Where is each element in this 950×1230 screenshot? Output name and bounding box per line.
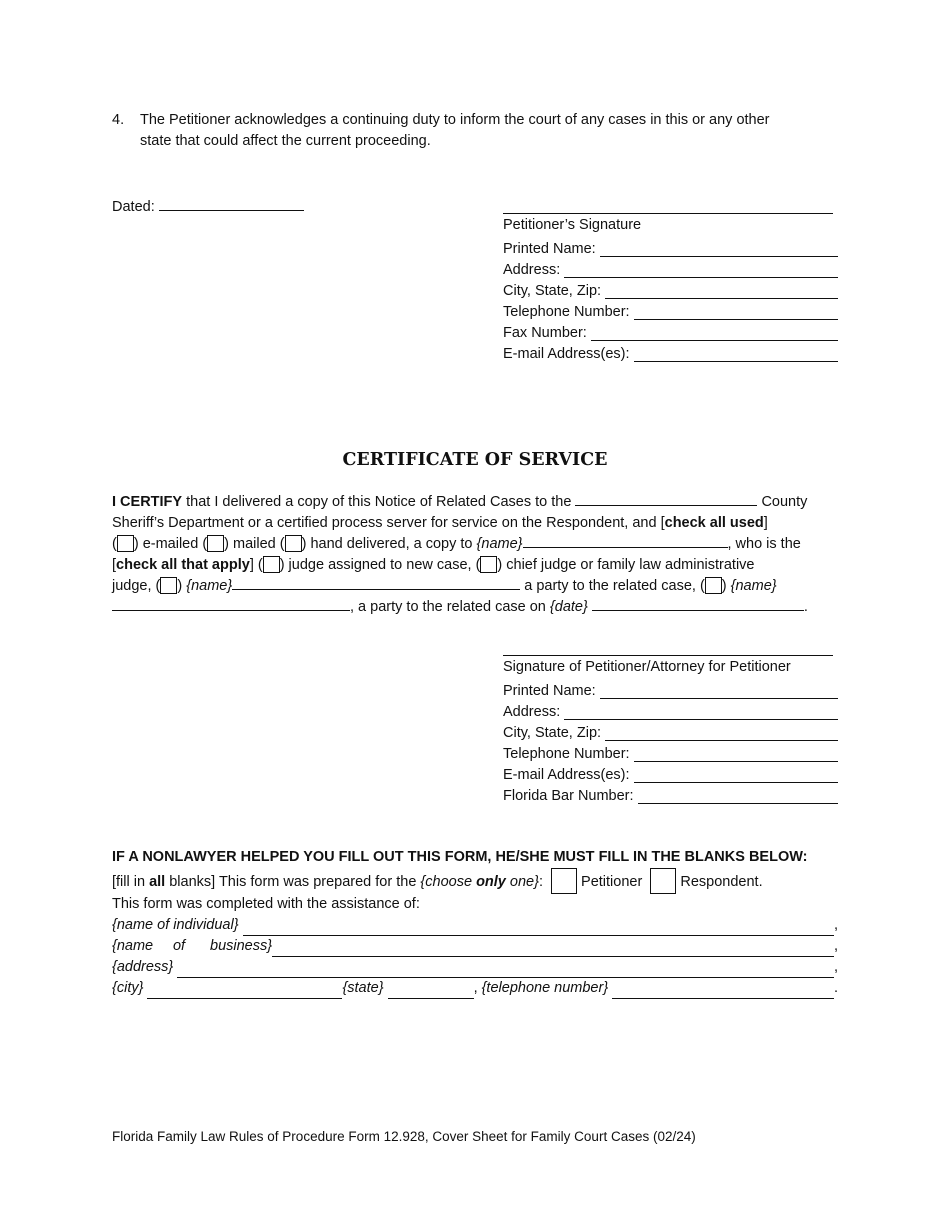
nl-text: : <box>538 874 543 890</box>
field-blank[interactable] <box>600 684 838 699</box>
field-blank[interactable] <box>272 942 834 957</box>
field-label: Fax Number: <box>503 325 587 341</box>
recipient-name-blank[interactable] <box>523 534 728 548</box>
party-name-blank[interactable] <box>112 597 350 611</box>
attorney-email-field[interactable] <box>503 762 838 783</box>
field-blank[interactable] <box>605 726 838 741</box>
respondent-label: Respondent. <box>680 874 763 890</box>
cos-text: . <box>803 599 808 615</box>
petitioner-telephone-field[interactable] <box>503 299 838 320</box>
nl-text: , <box>833 917 838 933</box>
i-certify: I CERTIFY <box>112 494 183 510</box>
attorney-signature-caption: Signature of Petitioner/Attorney for Petitioner <box>503 659 791 675</box>
nl-placeholder: {name of individual} <box>112 917 239 933</box>
attorney-signature-line[interactable] <box>503 641 833 656</box>
cos-line-4: [check all that apply] ( ) judge assigned to new case, ( ) chief judge or family law administrative <box>112 557 755 573</box>
item-4-line-2: state that could affect the current proceeding. <box>140 133 431 149</box>
name-of-individual-field[interactable] <box>112 915 838 936</box>
name-placeholder: {name} <box>476 536 523 552</box>
city-blank[interactable] <box>147 984 342 999</box>
nl-text: , <box>473 980 478 996</box>
petitioner-email-field[interactable] <box>503 341 838 362</box>
field-label: City, State, Zip: <box>503 283 602 299</box>
petitioner-printed-name-field[interactable] <box>503 236 838 257</box>
attorney-telephone-field[interactable] <box>503 741 838 762</box>
cos-text: ) e-mailed ( <box>133 536 208 552</box>
city-state-phone-field[interactable] <box>112 978 838 999</box>
attorney-fields <box>503 678 838 804</box>
field-blank[interactable] <box>638 789 838 804</box>
cos-line-1 <box>112 492 838 513</box>
nl-text: [fill in <box>112 874 150 890</box>
petitioner-signature-line[interactable] <box>503 199 833 214</box>
field-blank[interactable] <box>564 263 838 278</box>
petitioner-label: Petitioner <box>581 874 643 890</box>
nl-one: one} <box>505 874 539 890</box>
field-label: City, State, Zip: <box>503 725 602 741</box>
cos-text: County <box>757 494 808 510</box>
cos-text: judge, ( <box>112 578 161 594</box>
field-label: Printed Name: <box>503 241 596 257</box>
cos-line-5: judge, ( ) {name} a party to the related case, ( ) {name} <box>112 578 777 594</box>
cos-text: ] <box>763 515 768 531</box>
field-label: Telephone Number: <box>503 304 630 320</box>
field-blank[interactable] <box>564 705 838 720</box>
nl-choose: {choose <box>420 874 477 890</box>
nl-placeholder: business} <box>210 938 273 954</box>
telephone-blank[interactable] <box>612 984 834 999</box>
field-blank[interactable] <box>600 242 838 257</box>
petitioner-city-state-zip-field[interactable] <box>503 278 838 299</box>
check-all-used: check all used <box>664 515 764 531</box>
field-label: Address: <box>503 704 561 720</box>
judge-name-blank[interactable] <box>232 576 520 590</box>
dated-blank[interactable] <box>159 197 304 211</box>
nl-placeholder: of <box>172 938 186 954</box>
nonlawyer-line-2: This form was completed with the assistance of: <box>112 896 420 912</box>
nonlawyer-line-1 <box>112 868 838 894</box>
nl-placeholder: {state} <box>342 980 384 996</box>
field-label: E-mail Address(es): <box>503 767 630 783</box>
name-placeholder: {name} <box>730 578 777 594</box>
mailed-checkbox[interactable] <box>207 535 224 552</box>
cos-text: Sheriff’s Department or a certified process server for service on the Respondent, and [ <box>112 515 665 531</box>
field-blank[interactable] <box>591 326 838 341</box>
nonlawyer-heading: IF A NONLAWYER HELPED YOU FILL OUT THIS FORM, HE/SHE MUST FILL IN THE BLANKS BELOW: <box>112 849 808 865</box>
field-label: Telephone Number: <box>503 746 630 762</box>
attorney-bar-number-field[interactable] <box>503 783 838 804</box>
party-checkbox[interactable] <box>705 577 722 594</box>
nl-placeholder: {name <box>112 938 154 954</box>
item-number: 4. <box>112 112 125 128</box>
cos-text: that I delivered a copy of this Notice of Related Cases to the <box>182 494 576 510</box>
petitioner-signature-caption: Petitioner’s Signature <box>503 217 642 233</box>
nl-placeholder: {city} <box>112 980 144 996</box>
attorney-address-field[interactable] <box>503 699 838 720</box>
name-of-business-field[interactable] <box>112 936 838 957</box>
petitioner-fax-field[interactable] <box>503 320 838 341</box>
judge-assigned-checkbox[interactable] <box>263 556 280 573</box>
name-placeholder: {name} <box>186 578 233 594</box>
petitioner-checkbox[interactable] <box>551 868 577 894</box>
address-field[interactable] <box>112 957 838 978</box>
hand-delivered-checkbox[interactable] <box>285 535 302 552</box>
cos-text: , who is the <box>727 536 801 552</box>
petitioner-fields <box>503 236 838 362</box>
attorney-city-state-zip-field[interactable] <box>503 720 838 741</box>
check-all-that-apply: check all that apply <box>116 557 250 573</box>
cos-line-2 <box>112 513 838 534</box>
field-label: Address: <box>503 262 561 278</box>
date-placeholder: {date} <box>549 599 588 615</box>
dated-label: Dated: <box>112 199 155 215</box>
attorney-printed-name-field[interactable] <box>503 678 838 699</box>
cos-text: a party to the related case, ( <box>520 578 705 594</box>
nl-placeholder: {address} <box>112 959 174 975</box>
nl-text: blanks] This form was prepared for the <box>165 874 421 890</box>
date-blank[interactable] <box>592 597 804 611</box>
field-blank[interactable] <box>634 305 838 320</box>
nl-text: . <box>833 980 838 996</box>
chief-judge-checkbox[interactable] <box>480 556 497 573</box>
field-blank[interactable] <box>243 921 834 936</box>
cos-text: ) chief judge or family law administrative <box>497 557 755 573</box>
cos-text: ) hand delivered, a copy to <box>301 536 477 552</box>
field-label: Printed Name: <box>503 683 596 699</box>
certificate-of-service-heading: CERTIFICATE OF SERVICE <box>342 450 608 470</box>
emailed-checkbox[interactable] <box>117 535 134 552</box>
cos-line-6 <box>112 597 838 618</box>
judge-checkbox[interactable] <box>160 577 177 594</box>
item-4-line-1: The Petitioner acknowledges a continuing duty to inform the court of any cases in this or any other <box>140 112 770 128</box>
cos-text: ) mailed ( <box>224 536 285 552</box>
cos-line-3: ( ) e-mailed ( ) mailed ( ) hand delivered, a copy to {name} , who is the <box>112 536 801 552</box>
field-blank[interactable] <box>634 768 838 783</box>
field-label: E-mail Address(es): <box>503 346 630 362</box>
field-blank[interactable] <box>177 963 834 978</box>
nl-text: , <box>833 959 838 975</box>
field-label: Florida Bar Number: <box>503 788 634 804</box>
nl-all: all <box>149 874 166 890</box>
field-blank[interactable] <box>634 747 838 762</box>
respondent-checkbox[interactable] <box>650 868 676 894</box>
field-blank[interactable] <box>634 347 838 362</box>
cos-text: , a party to the related case on <box>350 599 550 615</box>
state-blank[interactable] <box>388 984 474 999</box>
nl-placeholder: {telephone number} <box>481 980 609 996</box>
cos-text: ) judge assigned to new case, ( <box>279 557 481 573</box>
nl-text: , <box>833 938 838 954</box>
nl-only: only <box>476 874 506 890</box>
footer: Florida Family Law Rules of Procedure Form 12.928, Cover Sheet for Family Court Cases (02/24) <box>112 1129 696 1144</box>
field-blank[interactable] <box>605 284 838 299</box>
nonlawyer-section <box>112 847 838 999</box>
petitioner-address-field[interactable] <box>503 257 838 278</box>
dated-field[interactable] <box>112 197 304 215</box>
certificate-paragraph <box>112 492 838 618</box>
county-blank[interactable] <box>575 492 757 506</box>
